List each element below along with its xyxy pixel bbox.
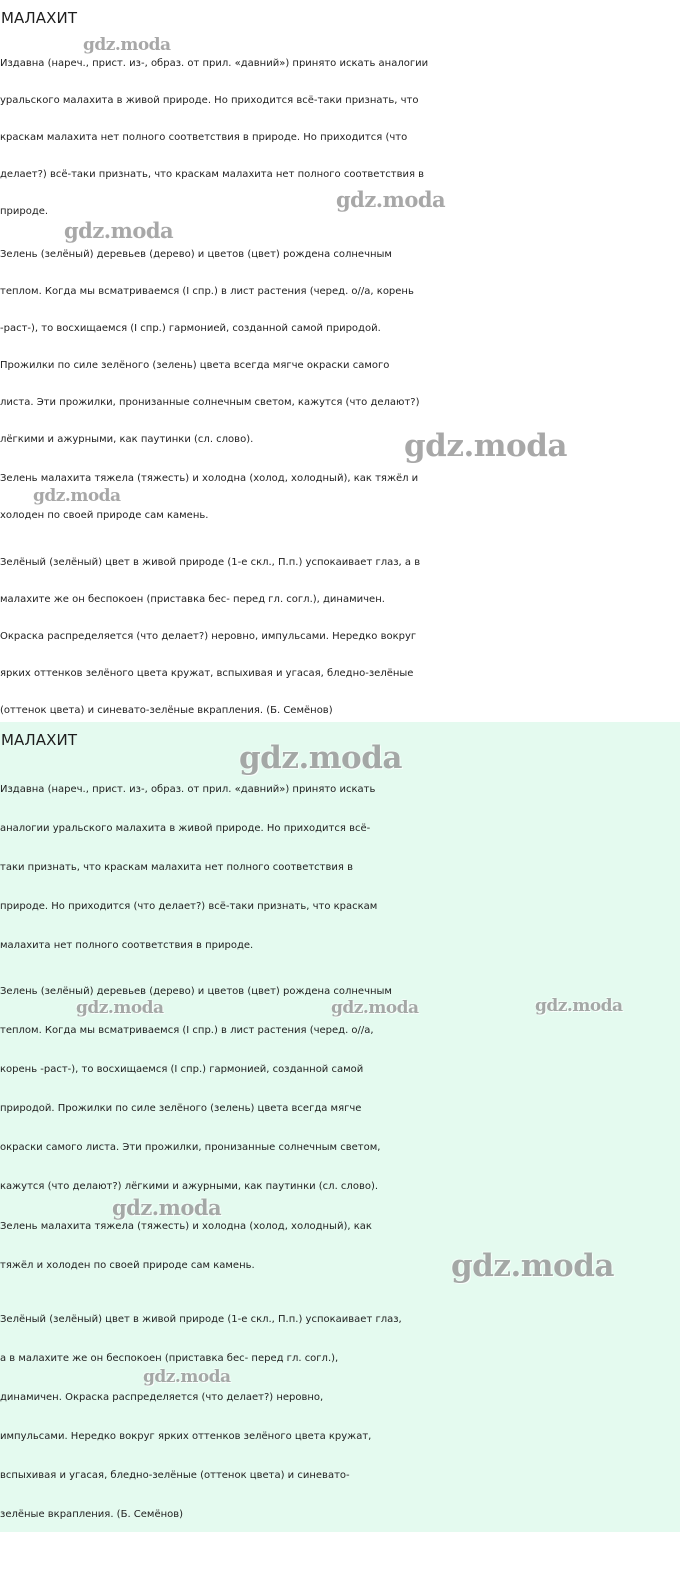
exercise-paragraph-1	[0, 45, 680, 230]
text-line: Издавна (нареч., прист. из-, образ. от прил. «давний») принято искать	[0, 784, 376, 795]
watermark: gdz.moda	[64, 218, 174, 243]
answer-title: МАЛАХИТ	[1, 731, 78, 749]
exercise-paragraph-4	[0, 544, 680, 729]
watermark: gdz.moda	[112, 1195, 222, 1220]
text-line: Окраска распределяется (что делает?) неровно, импульсами. Нередко вокруг	[0, 631, 417, 642]
answer-panel	[0, 722, 680, 1532]
text-line: кажутся (что делают?) лёгкими и ажурными, как паутинки (сл. слово).	[0, 1181, 379, 1192]
text-line: Зелень (зелёный) деревьев (дерево) и цветов (цвет) рождена солнечным	[0, 249, 392, 260]
text-line: Зелень (зелёный) деревьев (дерево) и цветов (цвет) рождена солнечным	[0, 986, 392, 997]
watermark: gdz.moda	[336, 187, 446, 212]
answer-paragraph-1	[0, 770, 680, 965]
text-line: импульсами. Нередко вокруг ярких оттенков зелёного цвета кружат,	[0, 1431, 372, 1442]
text-line: динамичен. Окраска распределяется (что делает?) неровно,	[0, 1392, 324, 1403]
watermark: gdz.moda	[404, 428, 567, 464]
text-line: (оттенок цвета) и синевато-зелёные вкрапления. (Б. Семёнов)	[0, 705, 333, 716]
text-line: Прожилки по силе зелёного (зелень) цвета всегда мягче окраски самого	[0, 360, 390, 371]
answer-paragraph-2	[0, 972, 680, 1206]
text-line: корень -раст-), то восхищаемся (I спр.) гармонией, созданной самой	[0, 1064, 364, 1075]
text-line: малахите же он беспокоен (приставка бес- перед гл. согл.), динамичен.	[0, 594, 385, 605]
exercise-paragraph-2	[0, 236, 680, 458]
text-line: -раст-), то восхищаемся (I спр.) гармонией, созданной самой природой.	[0, 323, 381, 334]
text-line: уральского малахита в живой природе. Но приходится всё-таки признать, что	[0, 95, 419, 106]
text-line: Зелёный (зелёный) цвет в живой природе (1-е скл., П.п.) успокаивает глаз,	[0, 1314, 402, 1325]
text-line: Зелень малахита тяжела (тяжесть) и холодна (холод, холодный), как тяжёл и	[0, 473, 419, 484]
text-line: малахита нет полного соответствия в природе.	[0, 940, 254, 951]
text-line: ярких оттенков зелёного цвета кружат, вспыхивая и угасая, бледно-зелёные	[0, 668, 414, 679]
text-line: Издавна (нареч., прист. из-, образ. от прил. «давний») принято искать аналогии	[0, 58, 429, 69]
text-line: листа. Эти прожилки, пронизанные солнечным светом, кажутся (что делают?)	[0, 397, 420, 408]
watermark: gdz.moda	[76, 998, 164, 1018]
exercise-paragraph-3	[0, 460, 680, 534]
watermark: gdz.moda	[83, 35, 171, 55]
answer-paragraph-3	[0, 1207, 680, 1285]
watermark: gdz.moda	[535, 996, 623, 1016]
text-line: теплом. Когда мы всматриваемся (I спр.) в лист растения (черед. о//а, корень	[0, 286, 414, 297]
text-line: Зелёный (зелёный) цвет в живой природе (1-е скл., П.п.) успокаивает глаз, а в	[0, 557, 421, 568]
exercise-title: МАЛАХИТ	[1, 9, 78, 27]
text-line: а в малахите же он беспокоен (приставка бес- перед гл. согл.),	[0, 1353, 339, 1364]
text-line: делает?) всё-таки признать, что краскам малахита нет полного соответствия в	[0, 169, 425, 180]
text-line: холоден по своей природе сам камень.	[0, 510, 209, 521]
watermark: gdz.moda	[33, 486, 121, 506]
text-line: теплом. Когда мы всматриваемся (I спр.) в лист растения (черед. о//а,	[0, 1025, 374, 1036]
watermark: gdz.moda	[143, 1367, 231, 1387]
text-line: зелёные вкрапления. (Б. Семёнов)	[0, 1509, 184, 1520]
text-line: лёгкими и ажурными, как паутинки (сл. слово).	[0, 434, 254, 445]
watermark: gdz.moda	[451, 1248, 614, 1284]
watermark: gdz.moda	[239, 740, 402, 776]
text-line: Зелень малахита тяжела (тяжесть) и холодна (холод, холодный), как	[0, 1221, 372, 1232]
text-line: краскам малахита нет полного соответствия в природе. Но приходится (что	[0, 132, 408, 143]
text-line: природой. Прожилки по силе зелёного (зелень) цвета всегда мягче	[0, 1103, 362, 1114]
text-line: вспыхивая и угасая, бледно-зелёные (оттенок цвета) и синевато-	[0, 1470, 350, 1481]
text-line: таки признать, что краскам малахита нет полного соответствия в	[0, 862, 353, 873]
text-line: окраски самого листа. Эти прожилки, пронизанные солнечным светом,	[0, 1142, 381, 1153]
text-line: природе. Но приходится (что делает?) всё-таки признать, что краскам	[0, 901, 378, 912]
text-line: аналогии уральского малахита в живой природе. Но приходится всё-	[0, 823, 371, 834]
text-line: тяжёл и холоден по своей природе сам камень.	[0, 1260, 255, 1271]
text-line: природе.	[0, 206, 49, 217]
answer-paragraph-4	[0, 1300, 680, 1534]
exercise-panel	[0, 0, 680, 722]
watermark: gdz.moda	[331, 998, 419, 1018]
